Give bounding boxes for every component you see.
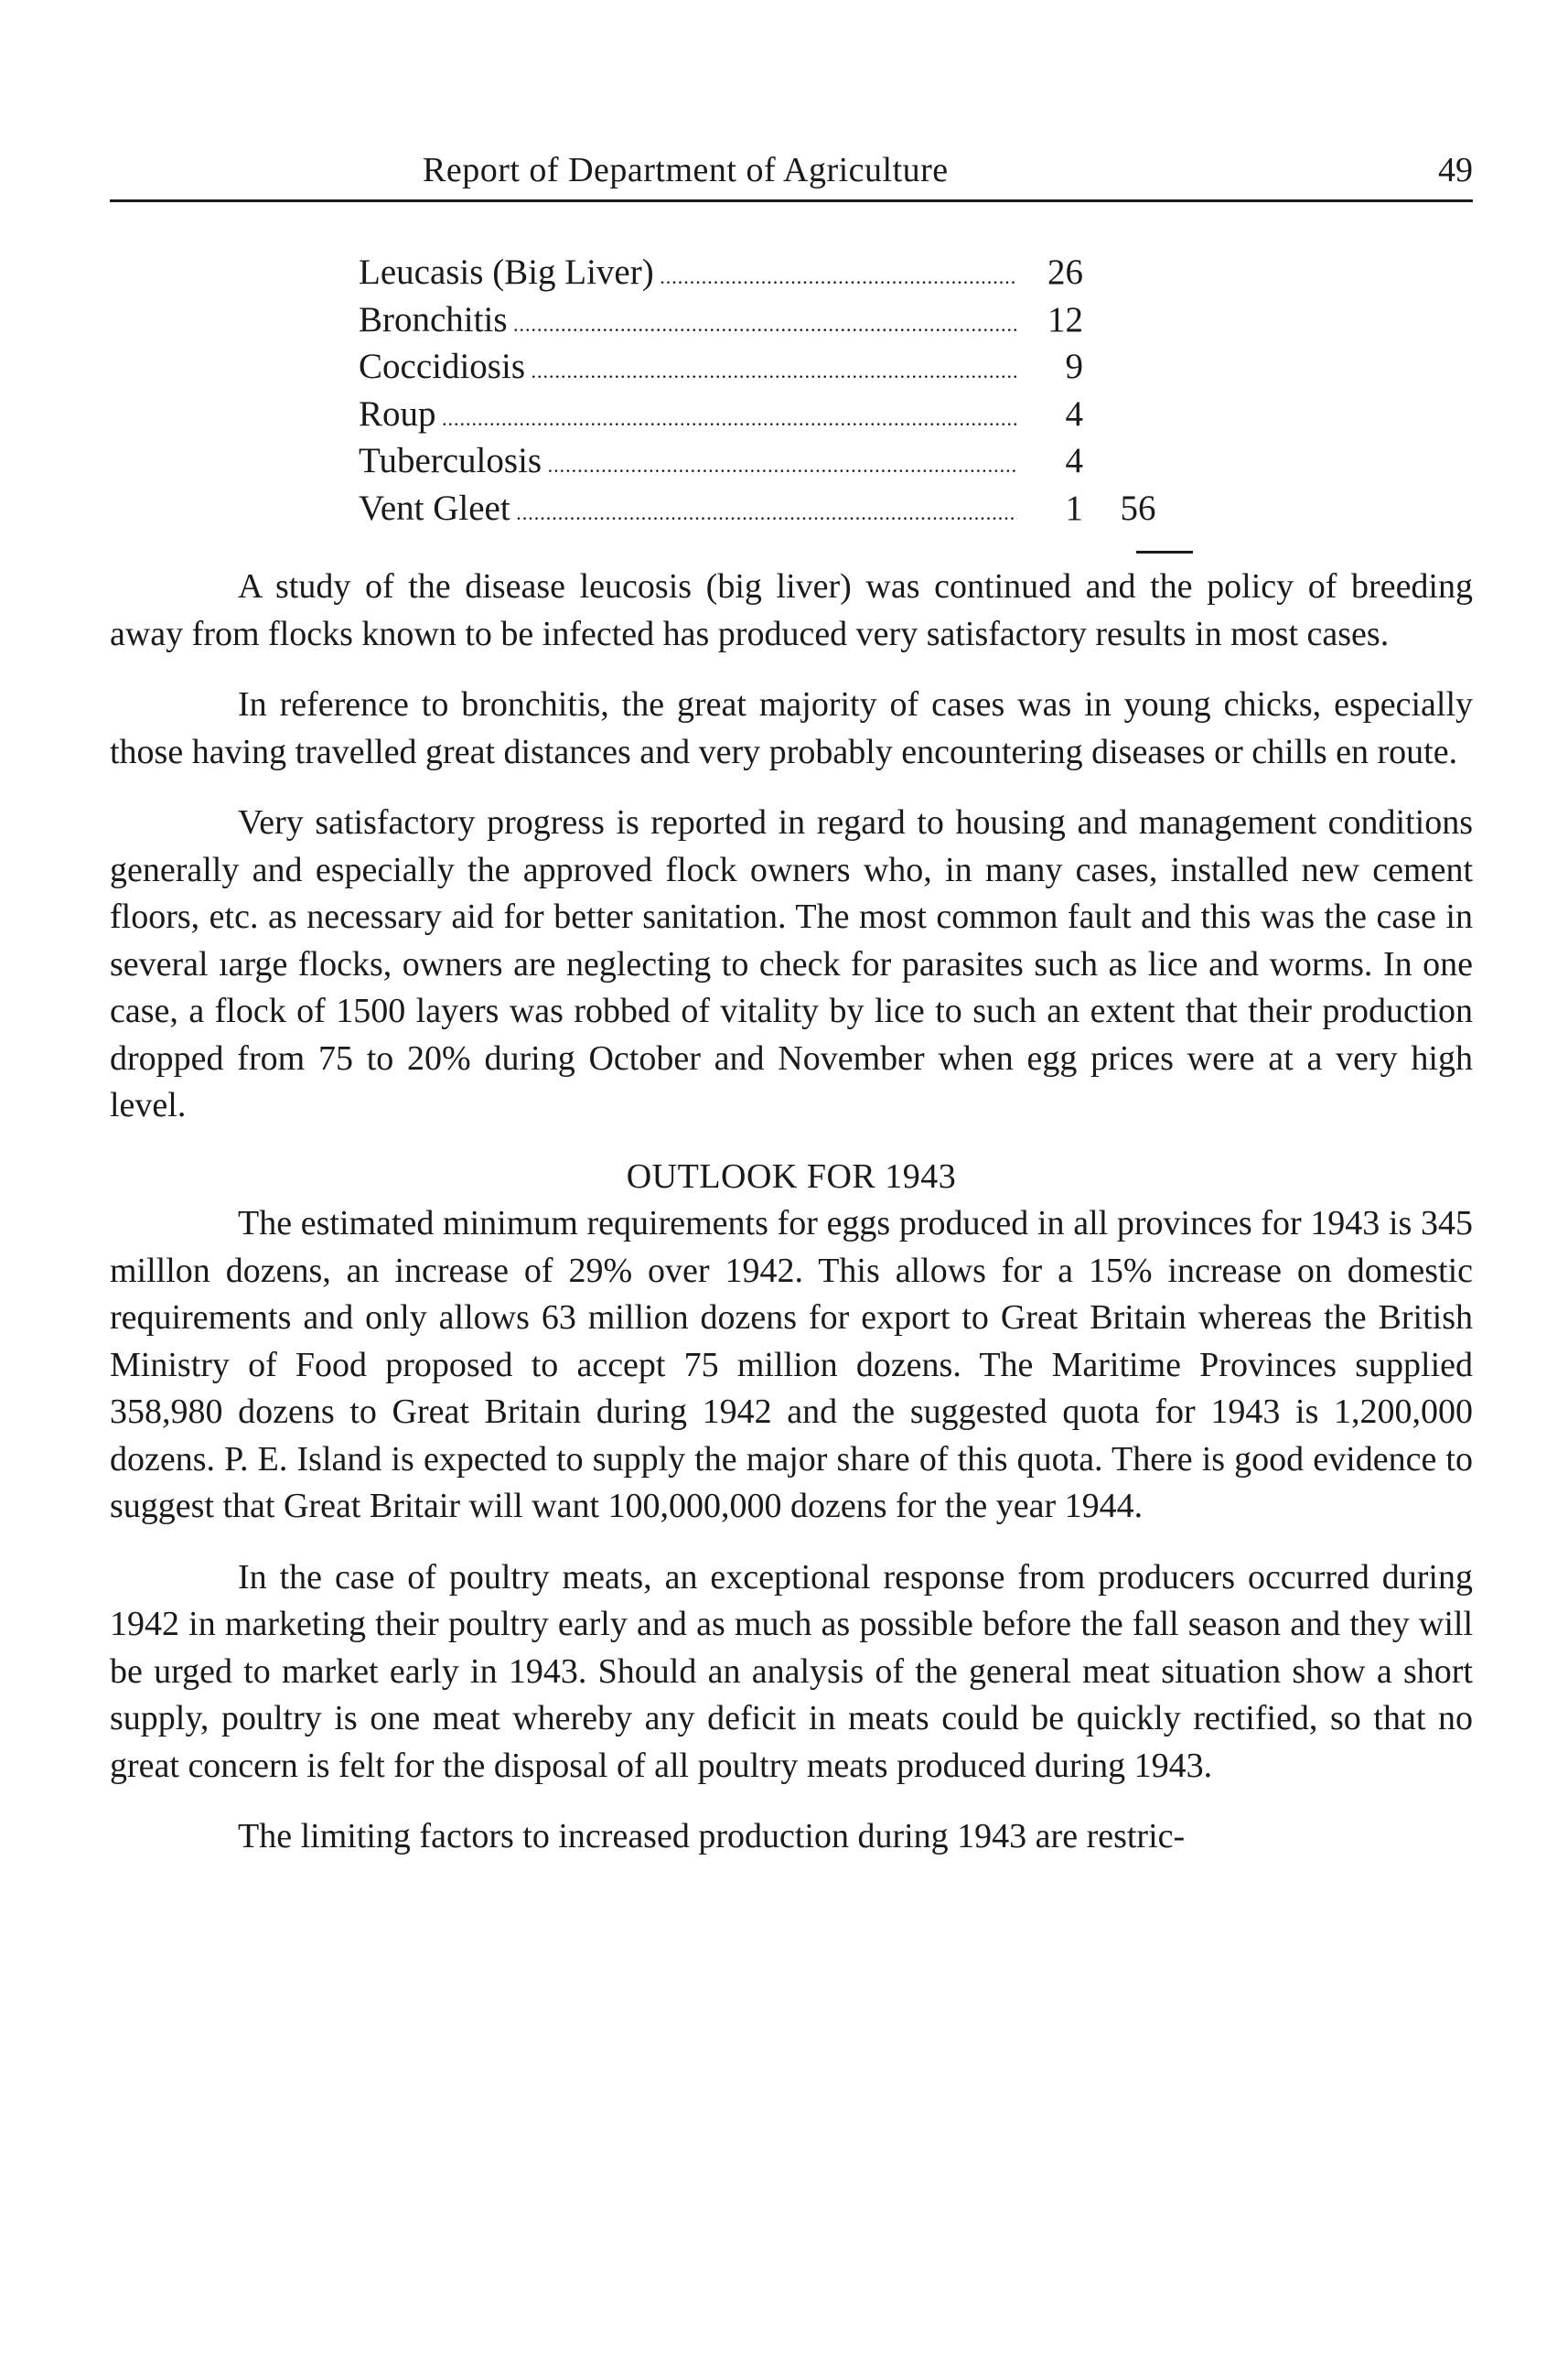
table-row	[359, 437, 1456, 485]
total-rule	[1136, 551, 1193, 554]
disease-count: 1	[1065, 488, 1083, 528]
disease-name: Vent Gleet .....	[359, 485, 1017, 537]
table-row	[359, 391, 1456, 438]
table-row	[359, 249, 1456, 296]
disease-table	[359, 249, 1456, 532]
table-row	[359, 485, 1456, 532]
disease-count: 4	[1065, 393, 1083, 434]
paragraph-limiting-factors: The limiting factors to increased production during 1943 are restric-	[238, 1817, 1186, 1855]
disease-count: 12	[1047, 299, 1083, 339]
section-heading: OUTLOOK FOR 1943	[626, 1156, 957, 1196]
paragraph-poultry-meats: In the case of poultry meats, an exceptional response from producers occurred during 1942 in marketing their poultry early and as much as possible before the fall season and they will be urged to market early in 1943. Should an analysis of the general meat situation show a short supply, poultry is one meat whereby any deficit in meats could be quickly rectified, so that no great concern is felt for the disposal of all poultry meats produced during 1943.	[110, 1557, 1473, 1785]
disease-count: 4	[1065, 441, 1083, 481]
document-page	[110, 0, 1473, 2355]
disease-name: Coccidiosis .....	[359, 343, 1017, 395]
disease-name: Roup .....	[359, 391, 1017, 443]
paragraph-bronchitis: In reference to bronchitis, the great majority of cases was in young chicks, especially those having travelled great distances and very probably encountering diseases or chills en route.	[110, 685, 1473, 771]
table-row	[359, 296, 1456, 344]
disease-count: 26	[1047, 253, 1083, 292]
paragraph-housing: Very satisfactory progress is reported in regard to housing and management conditions generally and especially the approved flock owners who, in many cases, installed new cement floors, etc. as necessary aid for better sanitation. The most common fault and this was the case in several ıarge flocks, owners are neglecting to check for parasites such as lice and worms. In one case, a flock of 1500 layers was robbed of vitality by lice to such an extent that their production dropped from 75 to 20% during October and November when egg prices were at a very high level.	[110, 803, 1473, 1124]
paragraph-leucosis: A study of the disease leucosis (big liver) was continued and the policy of breeding away from flocks known to be infected has produced very satisfactory results in most cases.	[110, 567, 1473, 653]
body-text	[110, 564, 1473, 1861]
page-number: 49	[1438, 151, 1473, 189]
table-row	[359, 343, 1456, 391]
disease-name: Leucasis (Big Liver) .....	[359, 249, 1017, 301]
page-header	[110, 148, 1473, 202]
disease-name: Bronchitis .....	[359, 296, 1017, 349]
disease-name: Tuberculosis .....	[359, 437, 1017, 489]
paragraph-egg-requirements: The estimated minimum requirements for eggs produced in all provinces for 1943 is 345 milllon dozens, an increase of 29% over 1942. This allows for a 15% increase on domestic requirements and only allows 63 million dozens for export to Great Britain whereas the British Ministry of Food proposed to accept 75 million dozens. The Maritime Provinces supplied 358,980 dozens to Great Britain during 1942 and the suggested quota for 1943 is 1,200,000 dozens. P. E. Island is expected to supply the major share of this quota. There is good evidence to suggest that Great Britair will want 100,000,000 dozens for the year 1944.	[110, 1204, 1473, 1525]
running-title: Report of Department of Agriculture	[423, 151, 949, 189]
disease-count: 9	[1065, 347, 1083, 387]
disease-total: 56	[1120, 488, 1156, 528]
